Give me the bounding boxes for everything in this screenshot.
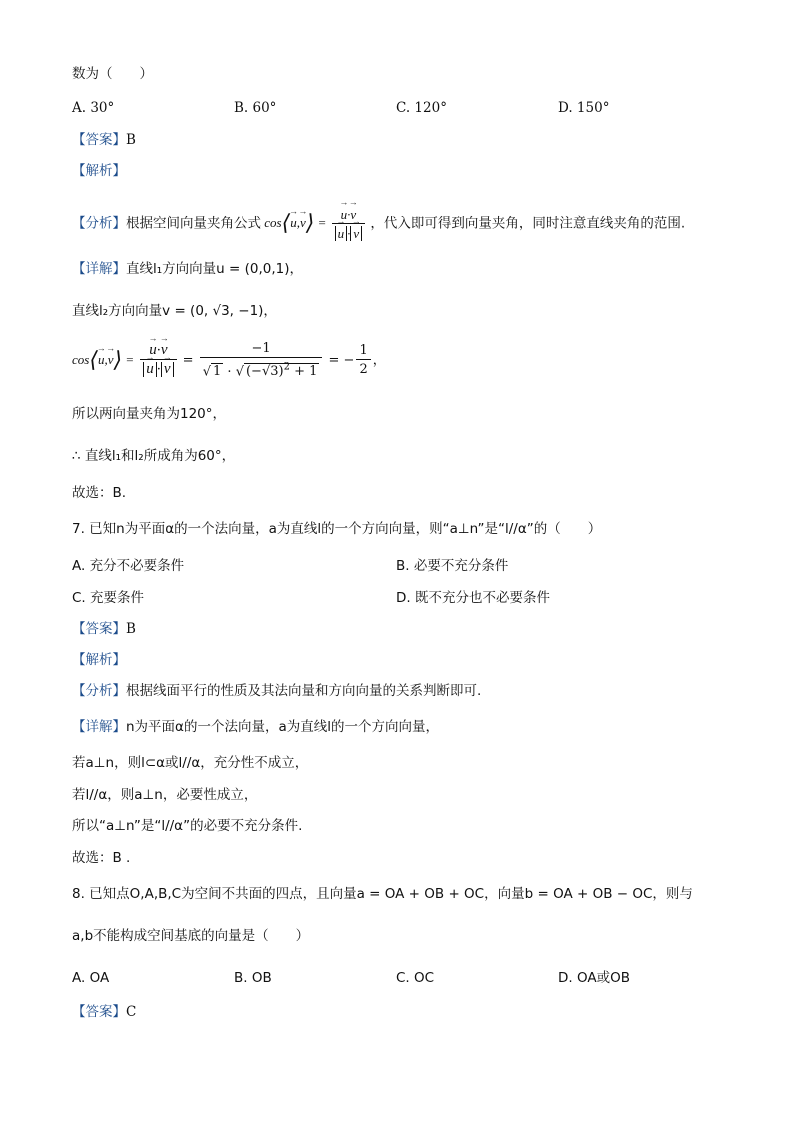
analysis-tag: 【解析】 <box>72 652 126 668</box>
q7-option-c: C. 充要条件 <box>72 590 145 606</box>
xiangjie-tag: 【详解】 <box>72 261 126 277</box>
xiangjie-line-1: n为平面α的一个法向量，a为直线l的一个方向向量， <box>126 719 439 735</box>
q6-option-b: B. 60° <box>234 100 277 116</box>
q8-stem-line-1: 8. 已知点O,A,B,C为空间不共面的四点，且向量a = OA + OB + OC，向量b = OA + OB − OC，则与 <box>72 886 693 902</box>
q7-option-d: D. 既不充分也不必要条件 <box>396 590 550 606</box>
q6-final: 故选：B. <box>72 485 127 501</box>
q7-line-4: 所以“a⊥n”是“l//α”的必要不充分条件. <box>72 818 303 834</box>
q6-option-a: A. 30° <box>72 100 115 116</box>
q6-analysis-tag <box>72 161 126 181</box>
q7-option-b: B. 必要不充分条件 <box>396 558 509 574</box>
analysis-tag: 【解析】 <box>72 163 126 179</box>
q7-analysis-tag <box>72 650 126 670</box>
q6-formula: cos⟨→ u,→ v⟩ = → u·→ v → u ·→ v = $\frac{-1}{√ 1 \cdot √ (-√3)^2 + 1}$ = − $\frac{1}{2}$ ， <box>72 340 386 381</box>
answer-tag: 【答案】 <box>72 621 126 637</box>
q7-xiangjie <box>72 717 439 737</box>
answer-tag: 【答案】 <box>72 132 126 148</box>
fenxi-text-2: ，代入即可得到向量夹角，同时注意直线夹角的范围. <box>370 215 686 232</box>
fenxi-text-1: 根据空间向量夹角公式 <box>126 215 261 232</box>
q6-vector-angle: 所以两向量夹角为120°， <box>72 406 227 422</box>
q8-option-b: B. OB <box>234 970 272 986</box>
q6-xiangjie-l2: 直线l₂方向向量v = (0, √3, −1)， <box>72 303 277 319</box>
q8-answer <box>72 1002 136 1022</box>
q7-line-2: 若a⊥n，则l⊂α或l//α，充分性不成立， <box>72 755 309 771</box>
q6-xiangjie-l1 <box>72 259 303 279</box>
q8-option-c: C. OC <box>396 970 435 986</box>
q8-option-a: A. OA <box>72 970 110 986</box>
q6-answer <box>72 130 136 150</box>
q6-stem-tail: 数为（ ） <box>72 66 153 82</box>
fenxi-text: 根据线面平行的性质及其法向量和方向向量的关系判断即可. <box>126 683 482 699</box>
answer-value: B <box>126 621 136 637</box>
fenxi-tag: 【分析】 <box>72 215 126 232</box>
q7-stem: 7. 已知n为平面α的一个法向量，a为直线l的一个方向向量，则“a⊥n”是“l//α”的（ ） <box>72 521 602 537</box>
cos-formula: cos⟨→ u,→ v⟩ = → u·→ v → u ·→ v <box>261 215 370 230</box>
q8-option-d: D. OA或OB <box>558 970 630 986</box>
answer-value: B <box>126 132 136 148</box>
answer-value: C <box>126 1004 137 1020</box>
q7-option-a: A. 充分不必要条件 <box>72 558 185 574</box>
answer-tag: 【答案】 <box>72 1004 126 1020</box>
fenxi-tag: 【分析】 <box>72 683 126 699</box>
q7-final: 故选：B . <box>72 850 131 866</box>
q8-stem-line-2: a,b不能构成空间基底的向量是（ ） <box>72 928 310 944</box>
q6-conclusion: ∴ 直线l₁和l₂所成角为60°， <box>72 448 236 464</box>
xiangjie-line-1: 直线l₁方向向量u = (0,0,1)， <box>126 261 303 277</box>
q7-answer <box>72 619 136 639</box>
q6-option-c: C. 120° <box>396 100 447 116</box>
q6-option-d: D. 150° <box>558 100 610 116</box>
q7-fenxi <box>72 681 481 701</box>
q6-fenxi <box>72 206 685 243</box>
q7-line-3: 若l//α，则a⊥n，必要性成立， <box>72 787 258 803</box>
xiangjie-tag: 【详解】 <box>72 719 126 735</box>
